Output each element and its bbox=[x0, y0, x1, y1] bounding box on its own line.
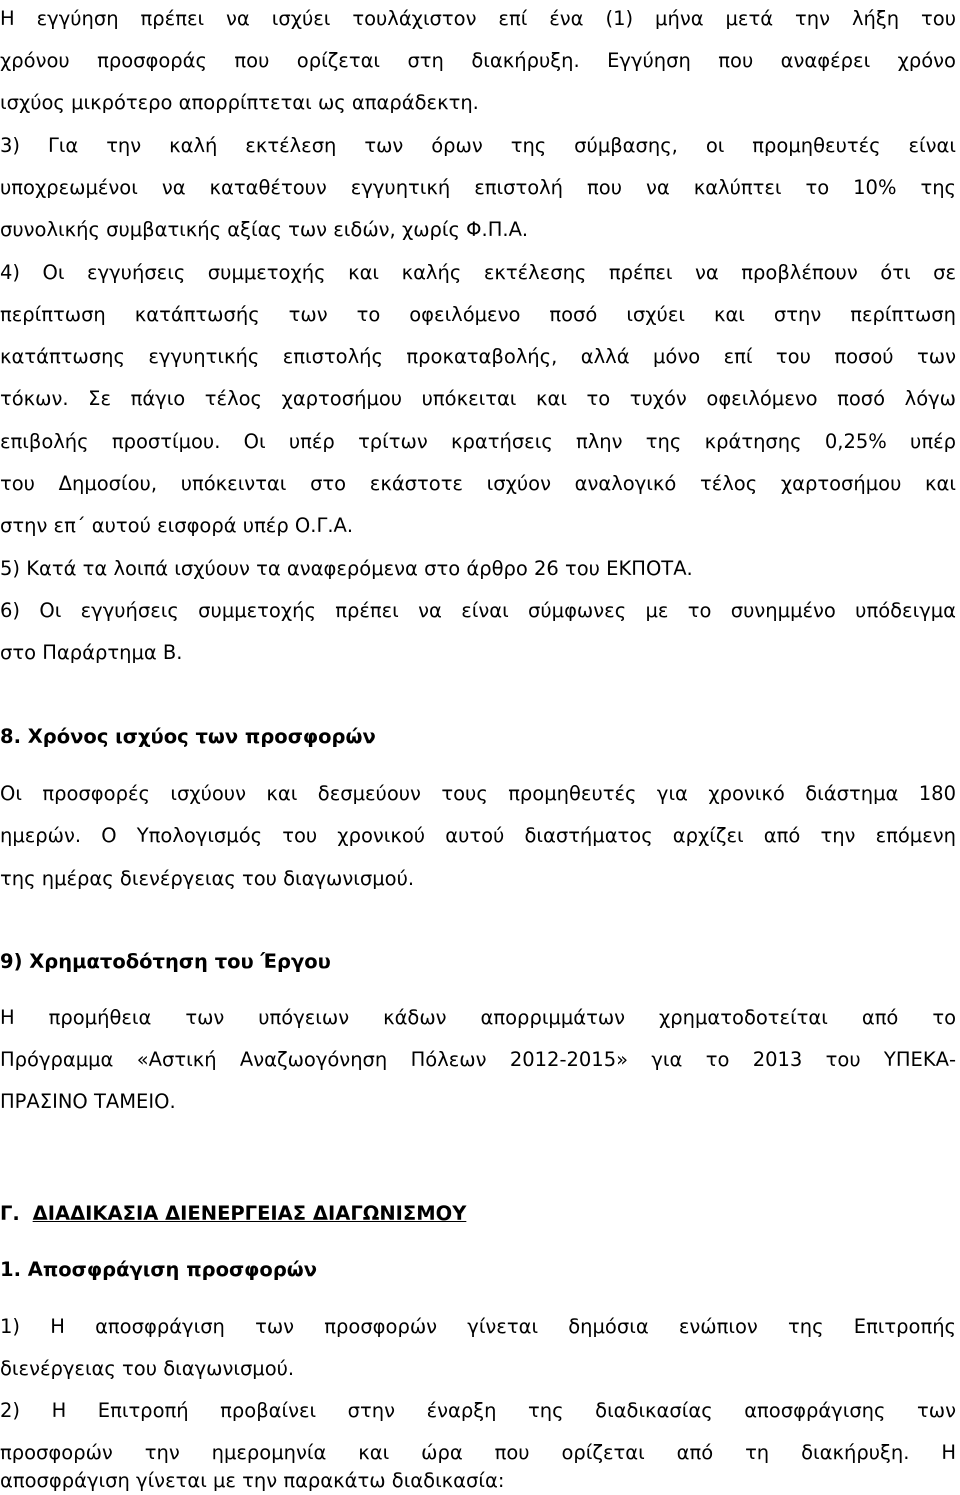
text-line: στο Παράρτημα Β. bbox=[0, 641, 183, 664]
text-line: κατάπτωσης εγγυητικής επιστολής προκαταβολής, αλλά μόνο επί του ποσού των bbox=[0, 345, 956, 368]
text-line: τόκων. Σε πάγιο τέλος χαρτοσήμου υπόκειται και το τυχόν οφειλόμενο ποσό λόγω bbox=[0, 387, 956, 410]
text-line: συνολικής συμβατικής αξίας των ειδών, χωρίς Φ.Π.Α. bbox=[0, 218, 529, 241]
text-line: Πρόγραμμα «Αστική Αναζωογόνηση Πόλεων 2012-2015» για το 2013 του ΥΠΕΚΑ- bbox=[0, 1048, 956, 1071]
text-line: Οι προσφορές ισχύουν και δεσμεύουν τους προμηθευτές για χρονικό διάστημα 180 bbox=[0, 782, 956, 805]
text-line: αποσφράγιση γίνεται με την παρακάτω διαδικασία: bbox=[0, 1469, 505, 1492]
text-line: χρόνου προσφοράς που ορίζεται στη διακήρυξη. Εγγύηση που αναφέρει χρόνο bbox=[0, 49, 956, 72]
chapter-heading bbox=[0, 1200, 956, 1228]
text-line: ισχύος μικρότερο απορρίπτεται ως απαράδεκτη. bbox=[0, 91, 479, 114]
text-line: προσφορών την ημερομηνία και ώρα που ορίζεται από τη διακήρυξη. Η bbox=[0, 1441, 956, 1464]
text-line: της ημέρας διενέργειας του διαγωνισμού. bbox=[0, 867, 415, 890]
text-line: 2) Η Επιτροπή προβαίνει στην έναρξη της διαδικασίας αποσφράγισης των bbox=[0, 1399, 956, 1422]
section-heading: 8. Χρόνος ισχύος των προσφορών bbox=[0, 725, 376, 748]
text-line: Η εγγύηση πρέπει να ισχύει τουλάχιστον επί ένα (1) μήνα μετά την λήξη του bbox=[0, 7, 956, 30]
section-heading: 9) Χρηματοδότηση του Έργου bbox=[0, 950, 331, 973]
text-line: του Δημοσίου, υπόκεινται στο εκάστοτε ισχύον αναλογικό τέλος χαρτοσήμου και bbox=[0, 472, 956, 495]
text-line: Η προμήθεια των υπόγειων κάδων απορριμμάτων χρηματοδοτείται από το bbox=[0, 1006, 956, 1029]
text-line: υποχρεωμένοι να καταθέτουν εγγυητική επιστολή που να καλύπτει το 10% της bbox=[0, 176, 956, 199]
text-line: στην επ΄ αυτού εισφορά υπέρ Ο.Γ.Α. bbox=[0, 514, 354, 537]
text-line: διενέργειας του διαγωνισμού. bbox=[0, 1357, 295, 1380]
text-line: 5) Κατά τα λοιπά ισχύουν τα αναφερόμενα στο άρθρο 26 του ΕΚΠΟΤΑ. bbox=[0, 557, 693, 580]
text-line: ΠΡΑΣΙΝΟ ΤΑΜΕΙΟ. bbox=[0, 1090, 176, 1113]
text-line: 1) Η αποσφράγιση των προσφορών γίνεται δημόσια ενώπιον της Επιτροπής bbox=[0, 1315, 956, 1338]
section-heading: 1. Αποσφράγιση προσφορών bbox=[0, 1258, 318, 1281]
text-line: 6) Οι εγγυήσεις συμμετοχής πρέπει να είναι σύμφωνες με το συνημμένο υπόδειγμα bbox=[0, 599, 956, 622]
chapter-letter: Γ. bbox=[0, 1202, 20, 1225]
text-line: 3) Για την καλή εκτέλεση των όρων της σύμβασης, οι προμηθευτές είναι bbox=[0, 134, 956, 157]
text-line: επιβολής προστίμου. Οι υπέρ τρίτων κρατήσεις πλην της κράτησης 0,25% υπέρ bbox=[0, 430, 956, 453]
text-line: περίπτωση κατάπτωσής των το οφειλόμενο ποσό ισχύει και στην περίπτωση bbox=[0, 303, 956, 326]
text-line: ημερών. Ο Υπολογισμός του χρονικού αυτού διαστήματος αρχίζει από την επόμενη bbox=[0, 824, 956, 847]
text-line: 4) Οι εγγυήσεις συμμετοχής και καλής εκτέλεσης πρέπει να προβλέπουν ότι σε bbox=[0, 261, 956, 284]
chapter-title: ΔΙΑΔΙΚΑΣΙΑ ΔΙΕΝΕΡΓΕΙΑΣ ΔΙΑΓΩΝΙΣΜΟΥ bbox=[32, 1202, 467, 1225]
